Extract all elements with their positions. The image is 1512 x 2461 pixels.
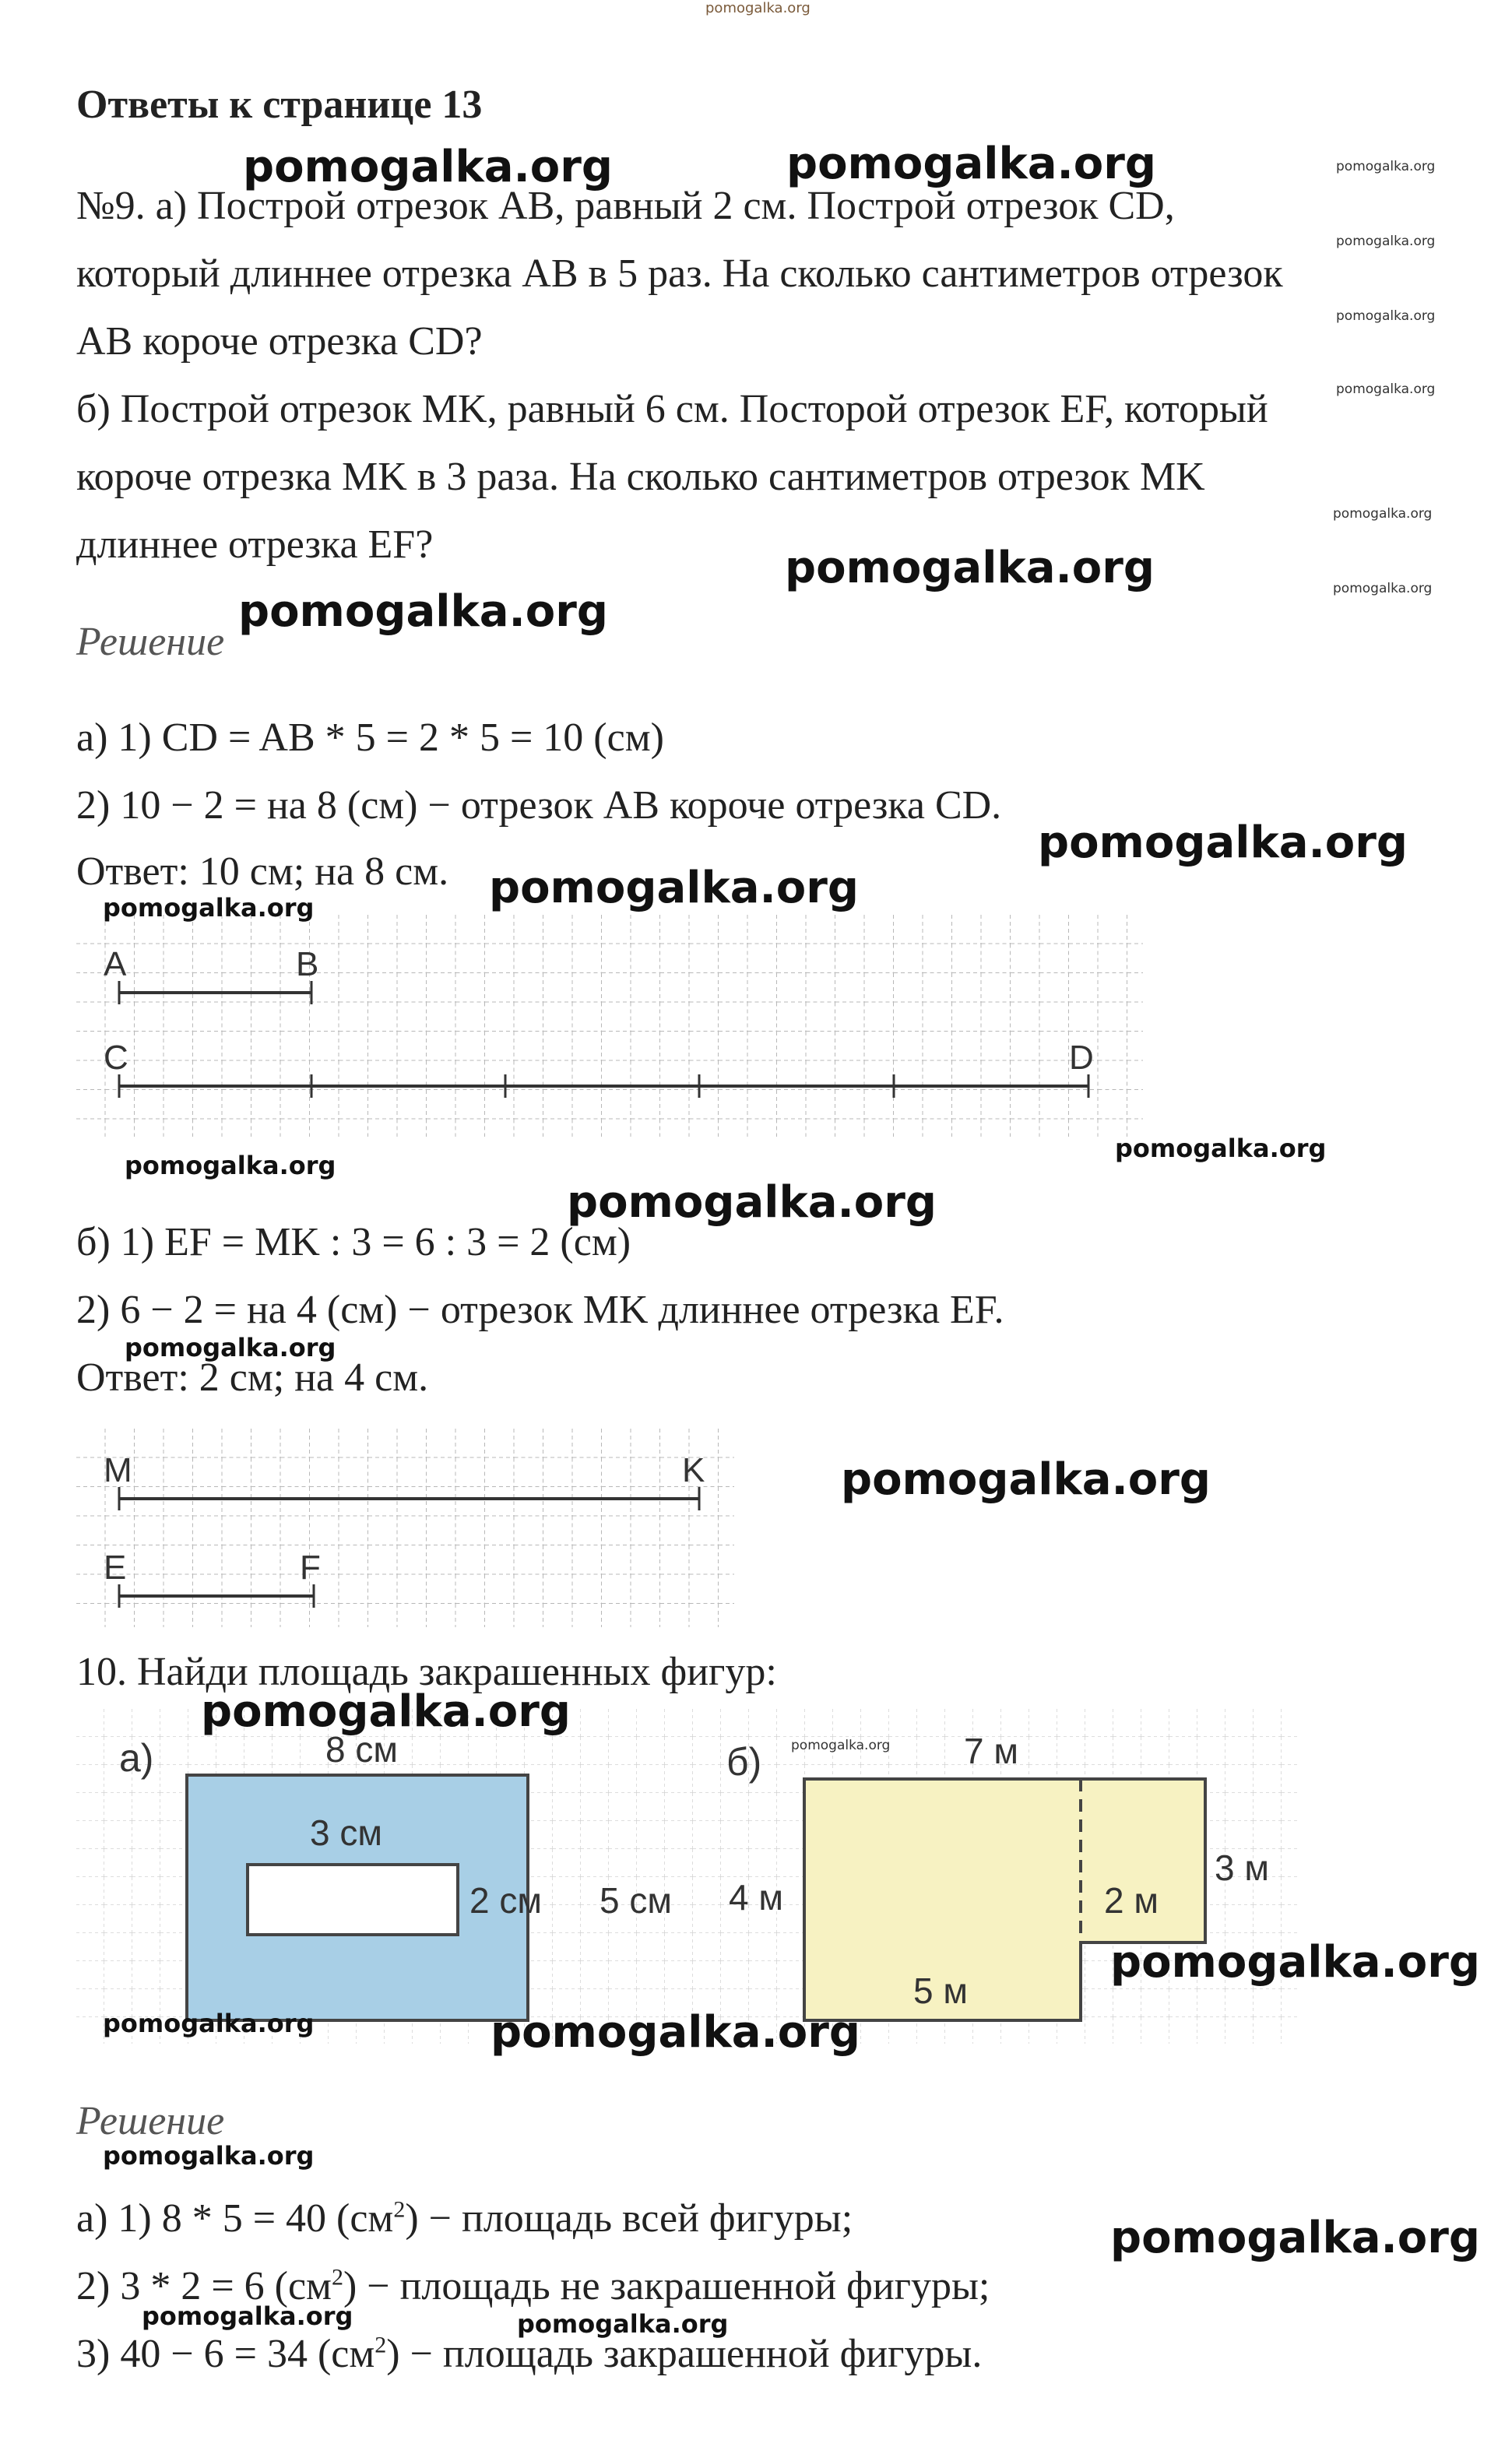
solution-label-9: Решение <box>76 620 225 664</box>
watermark: pomogalka.org <box>1333 581 1433 596</box>
watermark: pomogalka.org <box>1333 506 1433 522</box>
label-d: D <box>1069 1039 1094 1077</box>
figure-b-step: 2 м <box>1104 1880 1159 1921</box>
label-a: A <box>104 945 127 983</box>
figure-b-label: б) <box>726 1740 762 1784</box>
task9-b-line-1: б) Построй отрезок MK, равный 6 см. Посторой отрезок EF, который <box>76 387 1268 431</box>
segments-mk-ef-diagram <box>76 1429 746 1631</box>
figure-a-inner-side: 2 см <box>469 1880 542 1921</box>
watermark: pomogalka.org <box>491 2007 860 2058</box>
task9-b-line-2: короче отрезка MK в 3 раза. На сколько сантиметров отрезок MK <box>76 455 1205 499</box>
sol-a-line-1: а) 1) CD = AB * 5 = 2 * 5 = 10 (см) <box>76 715 664 760</box>
watermark: pomogalka.org <box>1110 2213 1480 2263</box>
page-title: Ответы к странице 13 <box>76 83 483 127</box>
watermark: pomogalka.org <box>1336 234 1436 249</box>
sol-a-line-2: 2) 10 − 2 = на 8 (см) − отрезок AB короче отрезка CD. <box>76 783 1002 828</box>
watermark: pomogalka.org <box>125 1151 336 1180</box>
watermark: pomogalka.org <box>142 2301 353 2331</box>
segments-ab-cd-diagram <box>76 915 1151 1141</box>
watermark: pomogalka.org <box>785 543 1155 593</box>
watermark: pomogalka.org <box>489 863 859 913</box>
figure-a-top: 8 см <box>325 1729 398 1770</box>
label-c: C <box>104 1039 128 1077</box>
label-b: B <box>296 945 319 983</box>
watermark: pomogalka.org <box>1336 308 1436 324</box>
label-m: M <box>104 1451 132 1489</box>
figure-a-inner-top: 3 см <box>310 1812 382 1853</box>
task10-sol-2: 2) 3 * 2 = 6 $(см^2)$ − площадь не закрашенной фигуры; <box>76 2264 990 2308</box>
figure-a-side: 5 см <box>600 1880 672 1921</box>
solution-label-10: Решение <box>76 2099 225 2143</box>
watermark: pomogalka.org <box>567 1177 937 1228</box>
task9-a-line-3: AB короче отрезка CD? <box>76 319 483 364</box>
task10-sol-3: 3) 40 − 6 = 34 $(см^2)$ − площадь закрашенной фигуры. <box>76 2332 983 2376</box>
figure-b-bottom: 5 м <box>913 1971 968 2011</box>
sol-b-line-2: 2) 6 − 2 = на 4 (см) − отрезок MK длиннее отрезка EF. <box>76 1288 1004 1332</box>
figure-b-right: 3 м <box>1215 1848 1269 1888</box>
watermark: pomogalka.org <box>841 1454 1211 1505</box>
watermark: pomogalka.org <box>238 586 608 637</box>
task10-title: 10. Найди площадь закрашенных фигур: <box>76 1650 777 1694</box>
watermark: pomogalka.org <box>517 2309 729 2339</box>
figure-b-left: 4 м <box>729 1877 783 1918</box>
watermark: pomogalka.org <box>1336 159 1436 174</box>
watermark: pomogalka.org <box>786 139 1156 189</box>
watermark: pomogalka.org <box>103 2141 315 2171</box>
task9-b-line-3: длиннее отрезка EF? <box>76 522 434 567</box>
task10-figures <box>76 1709 1299 2051</box>
task9-a-line-2: который длиннее отрезка AB в 5 раз. На сколько сантиметров отрезок <box>76 251 1283 296</box>
watermark: pomogalka.org <box>1038 817 1408 868</box>
watermark: pomogalka.org <box>243 142 613 192</box>
watermark: pomogalka.org <box>125 1333 336 1362</box>
sol-b-answer: Ответ: 2 см; на 4 см. <box>76 1355 429 1400</box>
watermark: pomogalka.org <box>103 2009 315 2038</box>
label-e: E <box>104 1549 127 1587</box>
task9-a-line-1: №9. а) Построй отрезок AB, равный 2 см. Построй отрезок CD, <box>76 184 1175 228</box>
label-f: F <box>300 1549 321 1587</box>
figure-a-label: а) <box>119 1736 154 1780</box>
figure-a-hole <box>248 1865 458 1935</box>
watermark: pomogalka.org <box>1336 381 1436 397</box>
watermark-top: pomogalka.org <box>705 0 811 16</box>
watermark: pomogalka.org <box>791 1738 891 1753</box>
sol-a-answer: Ответ: 10 см; на 8 см. <box>76 849 449 894</box>
task10-sol-1: а) 1) 8 * 5 = 40 $(см^2)$ − площадь всей фигуры; <box>76 2196 853 2241</box>
label-k: K <box>682 1451 705 1489</box>
watermark: pomogalka.org <box>103 893 315 923</box>
watermark: pomogalka.org <box>201 1686 571 1737</box>
watermark: pomogalka.org <box>1110 1937 1480 1988</box>
sol-b-line-1: б) 1) EF = MK : 3 = 6 : 3 = 2 (см) <box>76 1220 631 1264</box>
figure-b-top: 7 м <box>964 1731 1018 1771</box>
watermark: pomogalka.org <box>1115 1134 1327 1163</box>
